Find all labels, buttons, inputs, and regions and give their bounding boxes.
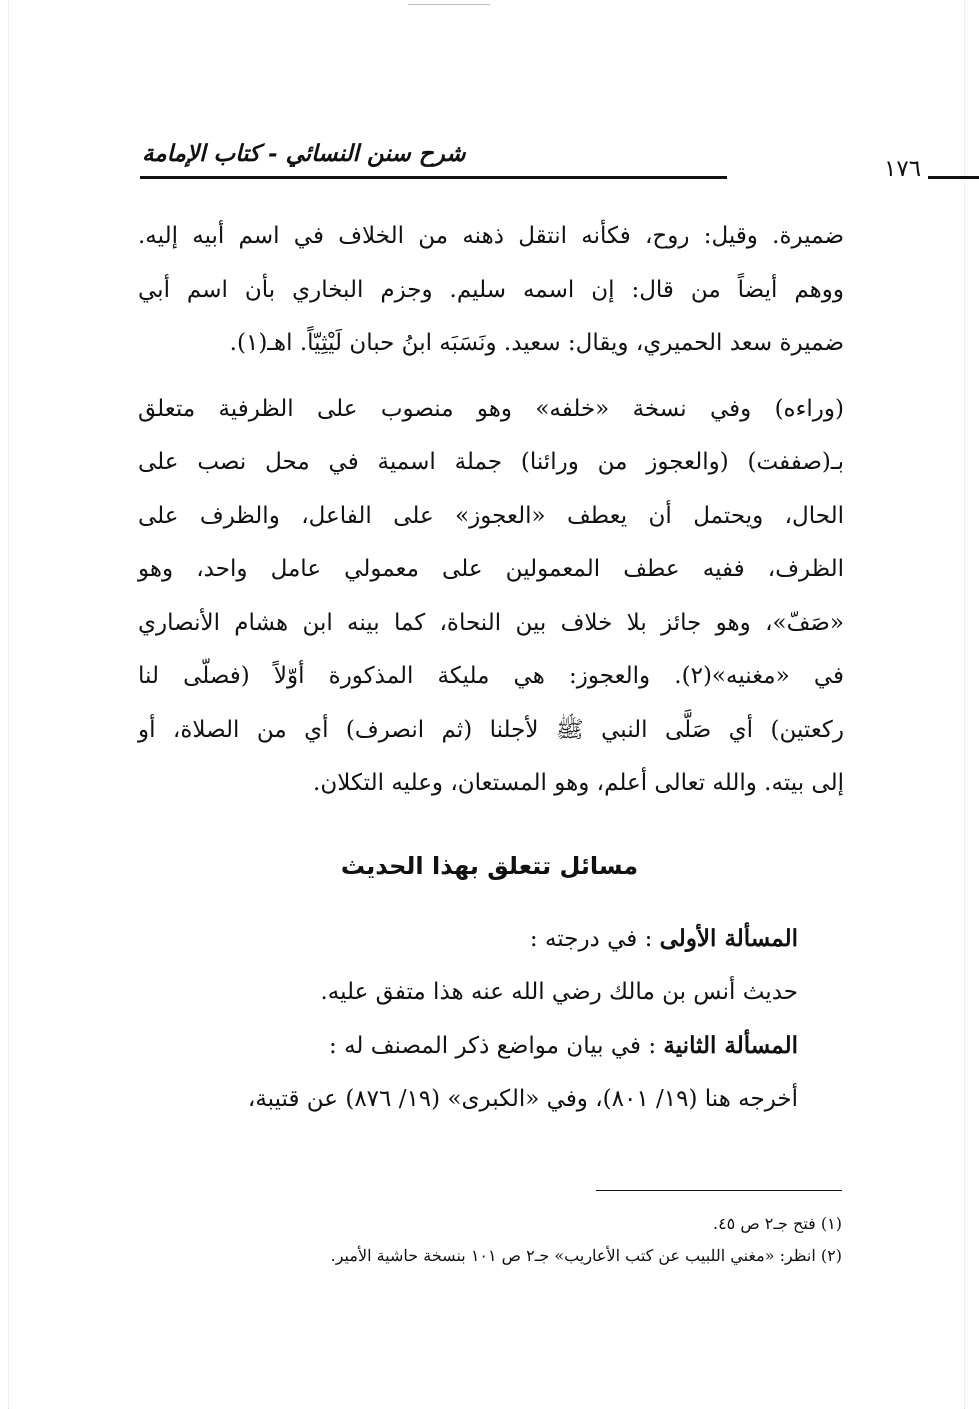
issue-one-text: حديث أنس بن مالك رضي الله عنه هذا متفق عليه. <box>320 978 798 1005</box>
header-rule <box>140 176 727 179</box>
issue-one-heading <box>138 912 798 966</box>
page-header <box>140 140 922 186</box>
footnotes <box>140 1208 842 1272</box>
section-heading: مسائل تتعلق بهذا الحديث <box>340 852 639 880</box>
text-line: ضميرة سعد الحميري، ويقال: سعيد. ونَسَبَه ابنُ حبان لَيْثِيّاً. اهـ(١). <box>229 330 844 356</box>
page-number-rule <box>928 176 979 179</box>
text-line: (وراءه) وفي نسخة «خلفه» وهو منصوب على الظرفية متعلق <box>138 395 844 422</box>
top-scan-mark <box>408 4 490 5</box>
text-line: إلى بيته. والله تعالى أعلم، وهو المستعان، وعليه التكلان. <box>313 770 844 796</box>
footnote-rule <box>596 1190 842 1191</box>
text-line: الحال، ويحتمل أن يعطف «العجوز» على الفاعل، والظرف على <box>138 502 844 529</box>
text-line: في «مغنيه»(٢). والعجوز: هي مليكة المذكورة أوّلاً (فصلّى لنا <box>138 663 844 689</box>
page-number: ١٧٦ <box>884 156 922 182</box>
text-line: الظرف، ففيه عطف المعمولين على معمولي عامل واحد، وهو <box>138 556 844 582</box>
text-line: بـ(صففت) (والعجوز من ورائنا) جملة اسمية في محل نصب على <box>138 449 844 475</box>
issue-two-label: المسألة الثانية <box>663 1032 798 1059</box>
issue-two-text: أخرجه هنا (١٩/ ٨٠١)، وفي «الكبرى» (١٩/ ٨٧٦) عن قتيبة، <box>247 1085 798 1112</box>
text-line: ضميرة. وقيل: روح، فكأنه انتقل ذهنه من الخلاف في اسم أبيه إليه. <box>138 223 844 249</box>
scan-edge-left <box>8 0 9 1409</box>
scan-edge-right <box>964 0 965 1409</box>
issue-one-topic: : في درجته : <box>529 926 653 952</box>
footnote-1: (١) فتح جـ٢ ص ٤٥. <box>712 1214 842 1233</box>
issue-two-heading <box>138 1019 798 1073</box>
text-line: ووهم أيضاً من قال: إن اسمه سليم. وجزم البخاري بأن اسم أبي <box>138 276 844 303</box>
issue-two-topic: : في بيان مواضع ذكر المصنف له : <box>329 1033 657 1059</box>
text-line: «صَفّ»، وهو جائز بلا خلاف بين النحاة، كما بينه ابن هشام الأنصاري <box>138 609 844 636</box>
running-title: شرح سنن النسائي - كتاب الإمامة <box>142 140 466 167</box>
text-line: ركعتين) أي صَلَّى النبي ﷺ لأجلنا (ثم انصرف) أي من الصلاة، أو <box>138 716 844 743</box>
issue-one <box>138 912 798 1126</box>
commentary-text <box>138 210 844 811</box>
issue-one-label: المسألة الأولى <box>659 925 798 952</box>
footnote-2: (٢) انظر: «مغني اللبيب عن كتب الأعاريب» جـ٢ ص ١٠١ بنسخة حاشية الأمير. <box>330 1246 842 1265</box>
